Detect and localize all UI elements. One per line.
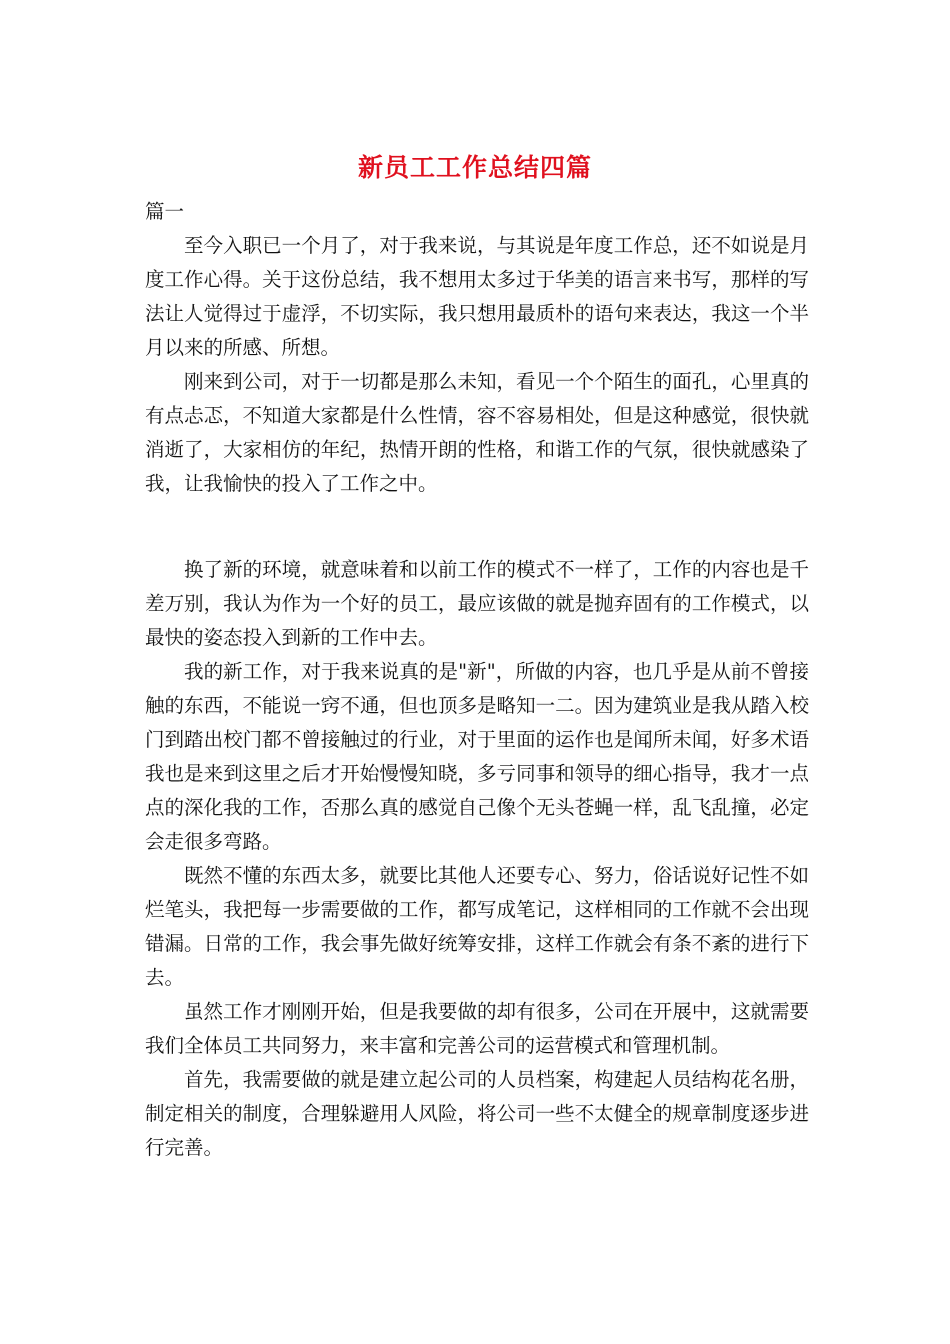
paragraph: 刚来到公司，对于一切都是那么未知，看见一个个陌生的面孔，心里真的有点忐忑，不知道大家都是什么性情，容不容易相处，但是这种感觉，很快就消逝了，大家相仿的年纪，热情开朗的性格，和谐工作的气氛，很快就感染了我，让我愉快的投入了工作之中。 xyxy=(145,370,809,495)
paragraph: 首先，我需要做的就是建立起公司的人员档案，构建起人员结构花名册，制定相关的制度，合理躲避用人风险，将公司一些不太健全的规章制度逐步进行完善。 xyxy=(145,1068,809,1159)
document-title: 新员工工作总结四篇 xyxy=(357,153,592,182)
paragraph: 换了新的环境，就意味着和以前工作的模式不一样了，工作的内容也是千差万别，我认为作为一个好的员工，最应该做的就是抛弃固有的工作模式，以最快的姿态投入到新的工作中去。 xyxy=(145,558,809,649)
paragraph: 虽然工作才刚刚开始，但是我要做的却有很多，公司在开展中，这就需要我们全体员工共同努力，来丰富和完善公司的运营模式和管理机制。 xyxy=(145,1000,809,1057)
document-body xyxy=(145,195,809,1165)
paragraph: 我的新工作，对于我来说真的是"新"，所做的内容，也几乎是从前不曾接触的东西，不能说一窍不通，但也顶多是略知一二。因为建筑业是我从踏入校门到踏出校门都不曾接触过的行业，对于里面的运作也是闻所未闻，好多术语我也是来到这里之后才开始慢慢知晓，多亏同事和领导的细心指导，我才一点点的深化我的工作，否那么真的感觉自己像个无头苍蝇一样，乱飞乱撞，必定会走很多弯路。 xyxy=(145,660,809,853)
section-label: 篇一 xyxy=(145,200,185,223)
paragraph: 至今入职已一个月了，对于我来说，与其说是年度工作总，还不如说是月度工作心得。关于这份总结，我不想用太多过于华美的语言来书写，那样的写法让人觉得过于虚浮，不切实际，我只想用最质朴的语句来表达，我这一个半月以来的所感、所想。 xyxy=(145,234,809,359)
blank-line xyxy=(145,501,809,553)
paragraph: 既然不懂的东西太多，就要比其他人还要专心、努力，俗话说好记性不如烂笔头，我把每一步需要做的工作，都写成笔记，这样相同的工作就不会出现错漏。日常的工作，我会事先做好统筹安排，这样工作就会有条不紊的进行下去。 xyxy=(145,864,809,989)
